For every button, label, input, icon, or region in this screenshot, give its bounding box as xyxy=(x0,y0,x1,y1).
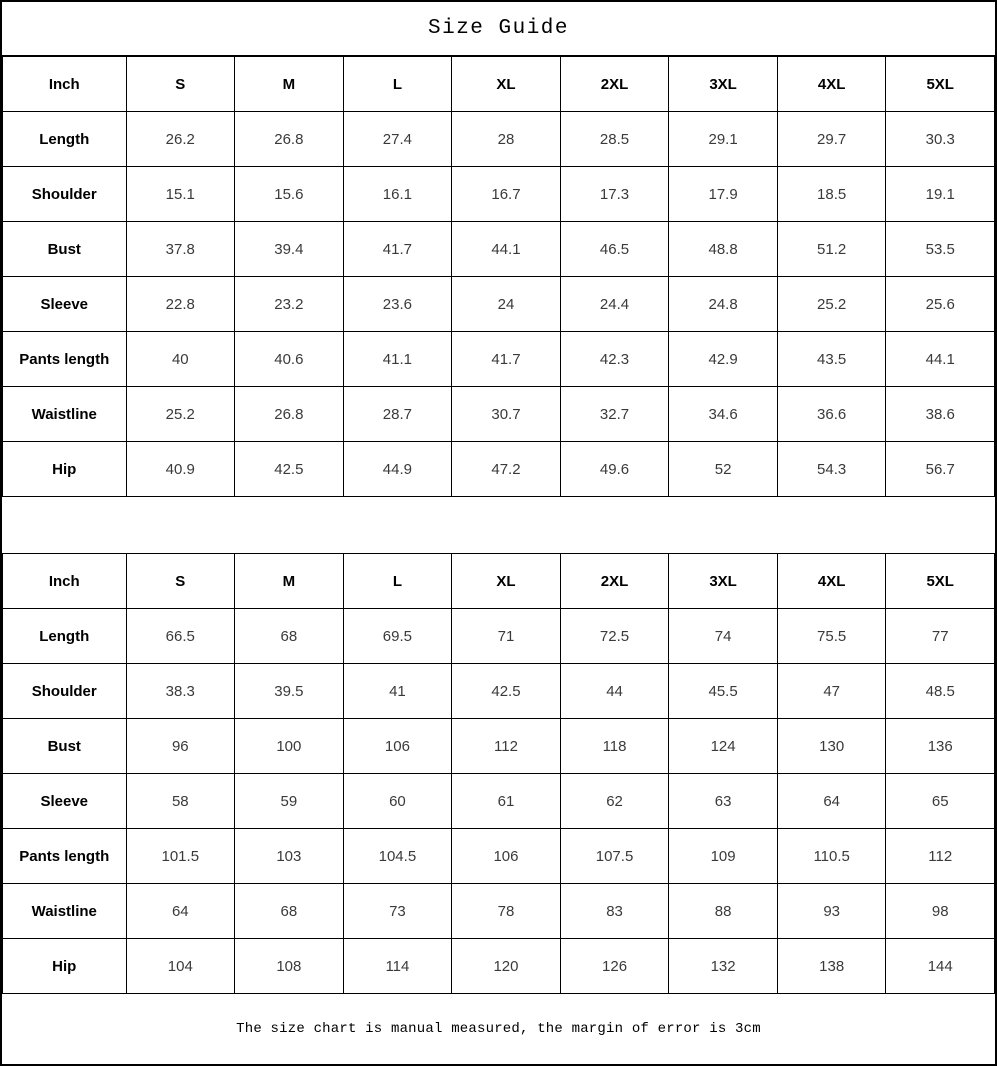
size-column-header: L xyxy=(343,554,452,609)
size-column-header: L xyxy=(343,57,452,112)
page-title: Size Guide xyxy=(2,2,995,56)
size-value-cell: 56.7 xyxy=(886,442,995,497)
measurement-label: Shoulder xyxy=(3,664,127,719)
size-value-cell: 29.1 xyxy=(669,112,778,167)
size-value-cell: 53.5 xyxy=(886,222,995,277)
size-value-cell: 104.5 xyxy=(343,829,452,884)
size-value-cell: 38.6 xyxy=(886,387,995,442)
size-value-cell: 30.3 xyxy=(886,112,995,167)
table-row xyxy=(3,719,995,774)
size-value-cell: 108 xyxy=(235,939,344,994)
size-value-cell: 26.2 xyxy=(126,112,235,167)
size-value-cell: 103 xyxy=(235,829,344,884)
size-value-cell: 109 xyxy=(669,829,778,884)
table-row xyxy=(3,939,995,994)
measurement-label: Length xyxy=(3,112,127,167)
size-value-cell: 24.8 xyxy=(669,277,778,332)
size-value-cell: 28 xyxy=(452,112,561,167)
size-table-cm xyxy=(2,553,995,994)
size-value-cell: 100 xyxy=(235,719,344,774)
size-value-cell: 44 xyxy=(560,664,669,719)
size-value-cell: 36.6 xyxy=(777,387,886,442)
size-value-cell: 24.4 xyxy=(560,277,669,332)
size-value-cell: 23.2 xyxy=(235,277,344,332)
size-value-cell: 40.9 xyxy=(126,442,235,497)
size-value-cell: 22.8 xyxy=(126,277,235,332)
size-value-cell: 144 xyxy=(886,939,995,994)
table-row xyxy=(3,884,995,939)
size-column-header: 2XL xyxy=(560,57,669,112)
size-value-cell: 16.7 xyxy=(452,167,561,222)
size-column-header: S xyxy=(126,554,235,609)
size-value-cell: 51.2 xyxy=(777,222,886,277)
table-row xyxy=(3,664,995,719)
size-value-cell: 44.9 xyxy=(343,442,452,497)
size-value-cell: 28.7 xyxy=(343,387,452,442)
measurement-label: Waistline xyxy=(3,884,127,939)
size-value-cell: 124 xyxy=(669,719,778,774)
measurement-label: Sleeve xyxy=(3,774,127,829)
size-value-cell: 42.5 xyxy=(452,664,561,719)
size-column-header: 3XL xyxy=(669,554,778,609)
table-row xyxy=(3,609,995,664)
table-row xyxy=(3,332,995,387)
table-row xyxy=(3,222,995,277)
size-value-cell: 107.5 xyxy=(560,829,669,884)
table-row xyxy=(3,112,995,167)
size-value-cell: 43.5 xyxy=(777,332,886,387)
size-value-cell: 15.1 xyxy=(126,167,235,222)
size-value-cell: 19.1 xyxy=(886,167,995,222)
unit-header: Inch xyxy=(3,554,127,609)
table-row xyxy=(3,829,995,884)
footer-note: The size chart is manual measured, the margin of error is 3cm xyxy=(236,1021,761,1037)
size-value-cell: 98 xyxy=(886,884,995,939)
size-value-cell: 18.5 xyxy=(777,167,886,222)
size-value-cell: 72.5 xyxy=(560,609,669,664)
measurement-label: Bust xyxy=(3,719,127,774)
size-value-cell: 41.7 xyxy=(452,332,561,387)
size-value-cell: 68 xyxy=(235,609,344,664)
size-value-cell: 104 xyxy=(126,939,235,994)
size-value-cell: 25.6 xyxy=(886,277,995,332)
size-value-cell: 16.1 xyxy=(343,167,452,222)
size-value-cell: 58 xyxy=(126,774,235,829)
size-value-cell: 74 xyxy=(669,609,778,664)
size-value-cell: 138 xyxy=(777,939,886,994)
size-value-cell: 112 xyxy=(886,829,995,884)
size-value-cell: 38.3 xyxy=(126,664,235,719)
size-value-cell: 130 xyxy=(777,719,886,774)
size-value-cell: 93 xyxy=(777,884,886,939)
size-value-cell: 15.6 xyxy=(235,167,344,222)
size-value-cell: 34.6 xyxy=(669,387,778,442)
size-column-header: M xyxy=(235,554,344,609)
size-value-cell: 23.6 xyxy=(343,277,452,332)
table-row xyxy=(3,387,995,442)
size-value-cell: 63 xyxy=(669,774,778,829)
size-value-cell: 132 xyxy=(669,939,778,994)
size-column-header: XL xyxy=(452,57,561,112)
size-table-inch xyxy=(2,56,995,497)
size-value-cell: 62 xyxy=(560,774,669,829)
size-value-cell: 68 xyxy=(235,884,344,939)
header-row xyxy=(3,554,995,609)
header-row xyxy=(3,57,995,112)
size-value-cell: 48.5 xyxy=(886,664,995,719)
size-value-cell: 59 xyxy=(235,774,344,829)
size-value-cell: 77 xyxy=(886,609,995,664)
size-value-cell: 78 xyxy=(452,884,561,939)
size-value-cell: 60 xyxy=(343,774,452,829)
size-value-cell: 48.8 xyxy=(669,222,778,277)
unit-header: Inch xyxy=(3,57,127,112)
measurement-label: Hip xyxy=(3,442,127,497)
size-value-cell: 41.7 xyxy=(343,222,452,277)
size-value-cell: 64 xyxy=(126,884,235,939)
size-value-cell: 40 xyxy=(126,332,235,387)
size-value-cell: 42.3 xyxy=(560,332,669,387)
table-row xyxy=(3,442,995,497)
size-value-cell: 75.5 xyxy=(777,609,886,664)
size-value-cell: 28.5 xyxy=(560,112,669,167)
size-value-cell: 69.5 xyxy=(343,609,452,664)
size-value-cell: 17.9 xyxy=(669,167,778,222)
size-value-cell: 17.3 xyxy=(560,167,669,222)
size-value-cell: 136 xyxy=(886,719,995,774)
size-value-cell: 110.5 xyxy=(777,829,886,884)
size-value-cell: 41.1 xyxy=(343,332,452,387)
size-value-cell: 42.9 xyxy=(669,332,778,387)
size-value-cell: 120 xyxy=(452,939,561,994)
size-value-cell: 37.8 xyxy=(126,222,235,277)
size-value-cell: 71 xyxy=(452,609,561,664)
measurement-label: Length xyxy=(3,609,127,664)
size-value-cell: 25.2 xyxy=(126,387,235,442)
size-value-cell: 106 xyxy=(452,829,561,884)
size-column-header: XL xyxy=(452,554,561,609)
size-column-header: 5XL xyxy=(886,554,995,609)
size-value-cell: 114 xyxy=(343,939,452,994)
size-value-cell: 126 xyxy=(560,939,669,994)
size-column-header: M xyxy=(235,57,344,112)
size-value-cell: 96 xyxy=(126,719,235,774)
size-column-header: 2XL xyxy=(560,554,669,609)
size-value-cell: 39.5 xyxy=(235,664,344,719)
size-value-cell: 32.7 xyxy=(560,387,669,442)
measurement-label: Hip xyxy=(3,939,127,994)
measurement-label: Bust xyxy=(3,222,127,277)
size-value-cell: 106 xyxy=(343,719,452,774)
size-value-cell: 118 xyxy=(560,719,669,774)
size-value-cell: 73 xyxy=(343,884,452,939)
size-value-cell: 47.2 xyxy=(452,442,561,497)
size-value-cell: 39.4 xyxy=(235,222,344,277)
size-value-cell: 26.8 xyxy=(235,112,344,167)
size-value-cell: 65 xyxy=(886,774,995,829)
measurement-label: Sleeve xyxy=(3,277,127,332)
size-value-cell: 27.4 xyxy=(343,112,452,167)
size-value-cell: 88 xyxy=(669,884,778,939)
size-value-cell: 112 xyxy=(452,719,561,774)
measurement-label: Pants length xyxy=(3,829,127,884)
size-value-cell: 26.8 xyxy=(235,387,344,442)
size-column-header: 4XL xyxy=(777,57,886,112)
table-row xyxy=(3,277,995,332)
size-column-header: 4XL xyxy=(777,554,886,609)
size-column-header: 3XL xyxy=(669,57,778,112)
size-value-cell: 49.6 xyxy=(560,442,669,497)
measurement-label: Shoulder xyxy=(3,167,127,222)
size-value-cell: 54.3 xyxy=(777,442,886,497)
table-row xyxy=(3,167,995,222)
size-column-header: S xyxy=(126,57,235,112)
size-value-cell: 46.5 xyxy=(560,222,669,277)
measurement-label: Waistline xyxy=(3,387,127,442)
size-value-cell: 44.1 xyxy=(452,222,561,277)
table-gap xyxy=(2,497,995,553)
size-value-cell: 66.5 xyxy=(126,609,235,664)
size-value-cell: 40.6 xyxy=(235,332,344,387)
table-row xyxy=(3,774,995,829)
measurement-label: Pants length xyxy=(3,332,127,387)
size-value-cell: 41 xyxy=(343,664,452,719)
size-value-cell: 61 xyxy=(452,774,561,829)
size-value-cell: 42.5 xyxy=(235,442,344,497)
size-value-cell: 29.7 xyxy=(777,112,886,167)
size-value-cell: 83 xyxy=(560,884,669,939)
size-value-cell: 52 xyxy=(669,442,778,497)
size-value-cell: 64 xyxy=(777,774,886,829)
size-value-cell: 24 xyxy=(452,277,561,332)
size-value-cell: 47 xyxy=(777,664,886,719)
size-column-header: 5XL xyxy=(886,57,995,112)
size-value-cell: 101.5 xyxy=(126,829,235,884)
size-value-cell: 25.2 xyxy=(777,277,886,332)
size-value-cell: 30.7 xyxy=(452,387,561,442)
size-value-cell: 44.1 xyxy=(886,332,995,387)
size-value-cell: 45.5 xyxy=(669,664,778,719)
